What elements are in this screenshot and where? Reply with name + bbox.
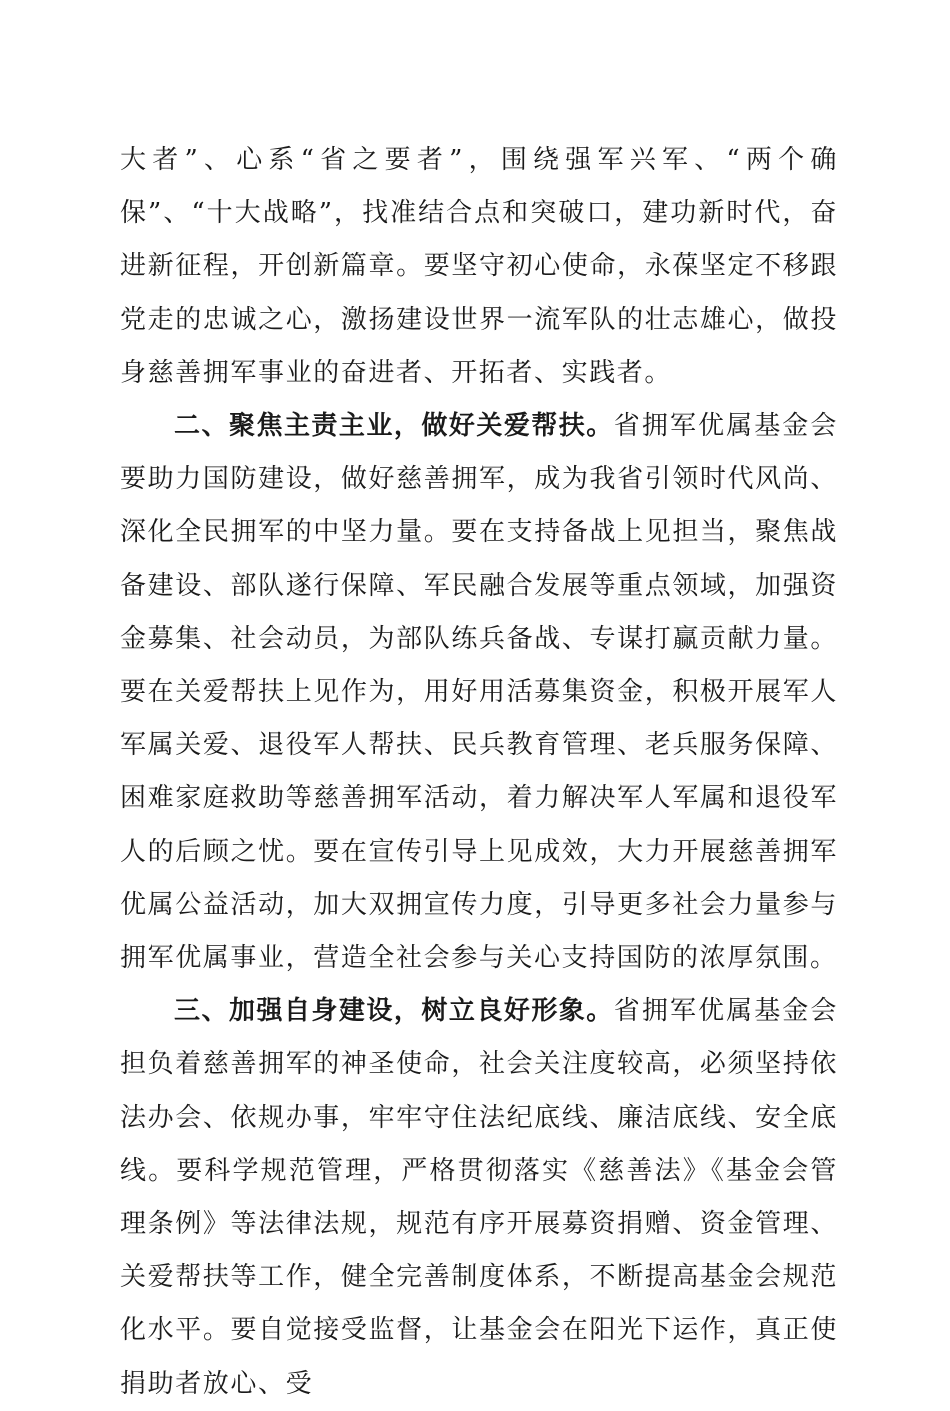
paragraph-continuation <box>120 134 838 400</box>
document-body <box>120 134 838 1411</box>
paragraph-section-two <box>120 400 838 985</box>
paragraph-body: 省拥军优属基金会要助力国防建设，做好慈善拥军，成为我省引领时代风尚、深化全民拥军的中坚力量。要在支持备战上见担当，聚焦战备建设、部队遂行保障、军民融合发展等重点领域，加强资金募集、社会动员，为部队练兵备战、专谋打赢贡献力量。要在关爱帮扶上见作为，用好用活募集资金，积极开展军人军属关爱、退役军人帮扶、民兵教育管理、老兵服务保障、困难家庭救助等慈善拥军活动，着力解决军人军属和退役军人的后顾之忧。要在宣传引导上见成效，大力开展慈善拥军优属公益活动，加大双拥宣传力度，引导更多社会力量参与拥军优属事业，营造全社会参与关心支持国防的浓厚氛围。 <box>120 411 838 974</box>
paragraph-body: 省拥军优属基金会担负着慈善拥军的神圣使命，社会关注度较高，必须坚持依法办会、依规办事，牢牢守住法纪底线、廉洁底线、安全底线。要科学规范管理，严格贯彻落实《慈善法》《基金会管理条例》等法律法规，规范有序开展募资捐赠、资金管理、关爱帮扶等工作，健全完善制度体系，不断提高基金会规范化水平。要自觉接受监督，让基金会在阳光下运作，真正使捐助者放心、受 <box>120 996 838 1399</box>
paragraph-body: 大者”、心系“省之要者”，围绕强军兴军、“两个确保”、“十大战略”，找准结合点和突破口，建功新时代，奋进新征程，开创新篇章。要坚守初心使命，永葆坚定不移跟党走的忠诚之心，激扬建设世界一流军队的壮志雄心，做投身慈善拥军事业的奋进者、开拓者、实践者。 <box>120 145 838 388</box>
paragraph-section-three <box>120 985 838 1411</box>
section-heading: 二、聚焦主责主业，做好关爱帮扶。 <box>174 411 614 442</box>
section-heading: 三、加强自身建设，树立良好形象。 <box>174 996 614 1027</box>
